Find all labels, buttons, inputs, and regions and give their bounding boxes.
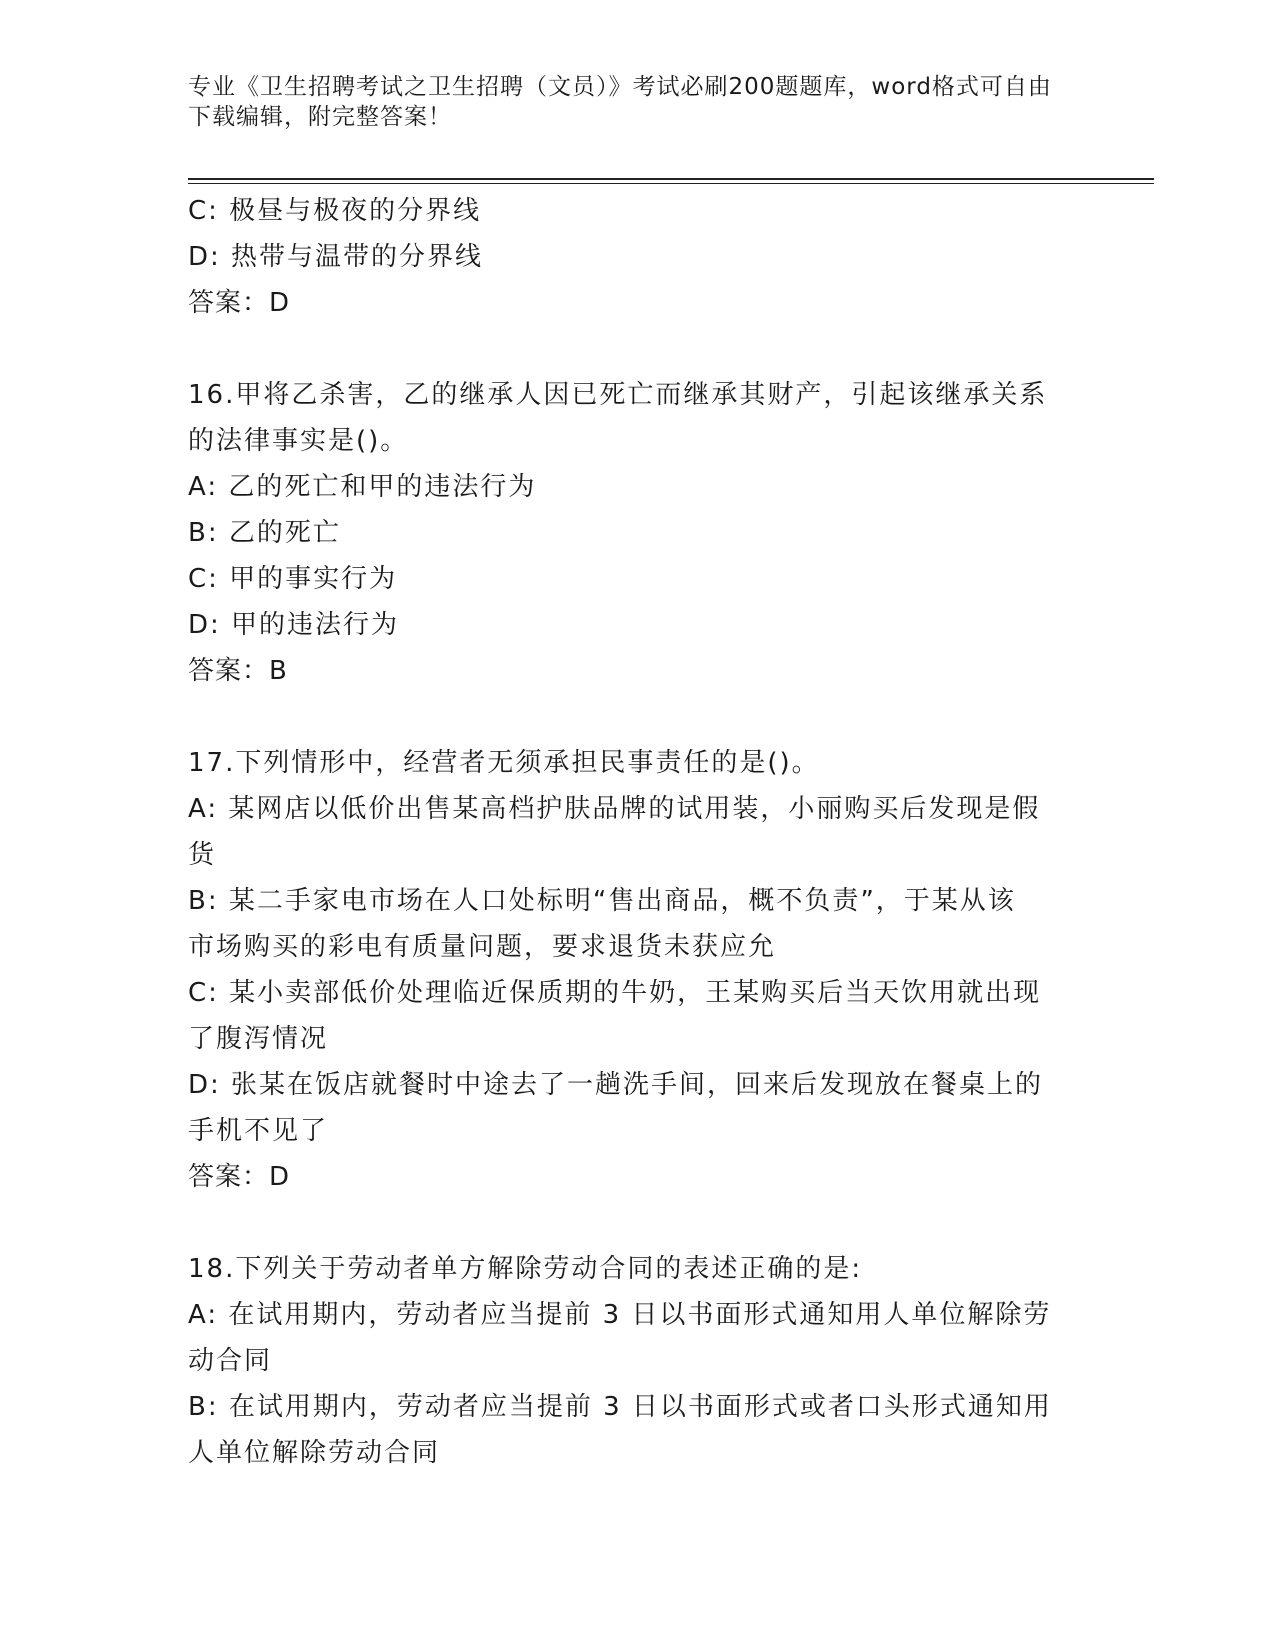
question-18-stem: 18.下列关于劳动者单方解除劳动合同的表述正确的是: [188, 1254, 863, 1284]
question-16-option-b: B: 乙的死亡 [188, 518, 341, 548]
question-17-option-d-line-1: D: 张某在饭店就餐时中途去了一趟洗手间，回来后发现放在餐桌上的 [188, 1070, 1044, 1100]
question-16-answer: 答案：B [188, 656, 288, 686]
header-divider-thick [188, 178, 1154, 180]
question-18-option-b-line-2: 人单位解除劳动合同 [188, 1438, 441, 1468]
question-16-option-a: A: 乙的死亡和甲的违法行为 [188, 472, 537, 502]
document-header: 专业《卫生招聘考试之卫生招聘（文员）》考试必刷200题题库，word格式可自由下载编辑，附完整答案！ [188, 74, 1052, 130]
option-c: C: 极昼与极夜的分界线 [188, 196, 482, 226]
option-d: D: 热带与温带的分界线 [188, 242, 484, 272]
question-17-option-c-line-1: C: 某小卖部低价处理临近保质期的牛奶，王某购买后当天饮用就出现 [188, 978, 1042, 1008]
question-content [188, 188, 1088, 1476]
question-17-stem: 17.下列情形中，经营者无须承担民事责任的是()。 [188, 748, 820, 778]
spacer [188, 1200, 1088, 1246]
question-18-option-a-line-2: 动合同 [188, 1346, 273, 1376]
question-17-answer: 答案：D [188, 1162, 291, 1192]
header-divider-thin [188, 183, 1154, 184]
spacer [188, 694, 1088, 740]
question-16-option-c: C: 甲的事实行为 [188, 564, 398, 594]
spacer [188, 326, 1088, 372]
answer: 答案：D [188, 288, 291, 318]
question-16-stem-line-1: 16.甲将乙杀害，乙的继承人因已死亡而继承其财产，引起该继承关系 [188, 380, 1048, 410]
question-17-option-d-line-2: 手机不见了 [188, 1116, 329, 1146]
question-17-option-b-line-2: 市场购买的彩电有质量问题，要求退货未获应允 [188, 932, 777, 962]
question-18-option-a-line-1: A: 在试用期内，劳动者应当提前 3 日以书面形式通知用人单位解除劳 [188, 1300, 1052, 1330]
question-16-option-d: D: 甲的违法行为 [188, 610, 400, 640]
question-17-option-a-line-1: A: 某网店以低价出售某高档护肤品牌的试用装，小丽购买后发现是假 [188, 794, 1041, 824]
question-17-option-b-line-1: B: 某二手家电市场在人口处标明“售出商品，概不负责”，于某从该 [188, 886, 1016, 916]
question-16-stem-line-2: 的法律事实是()。 [188, 426, 409, 456]
question-18-option-b-line-1: B: 在试用期内，劳动者应当提前 3 日以书面形式或者口头形式通知用 [188, 1392, 1052, 1422]
question-17-option-a-line-2: 货 [188, 840, 217, 870]
question-17-option-c-line-2: 了腹泻情况 [188, 1024, 329, 1054]
